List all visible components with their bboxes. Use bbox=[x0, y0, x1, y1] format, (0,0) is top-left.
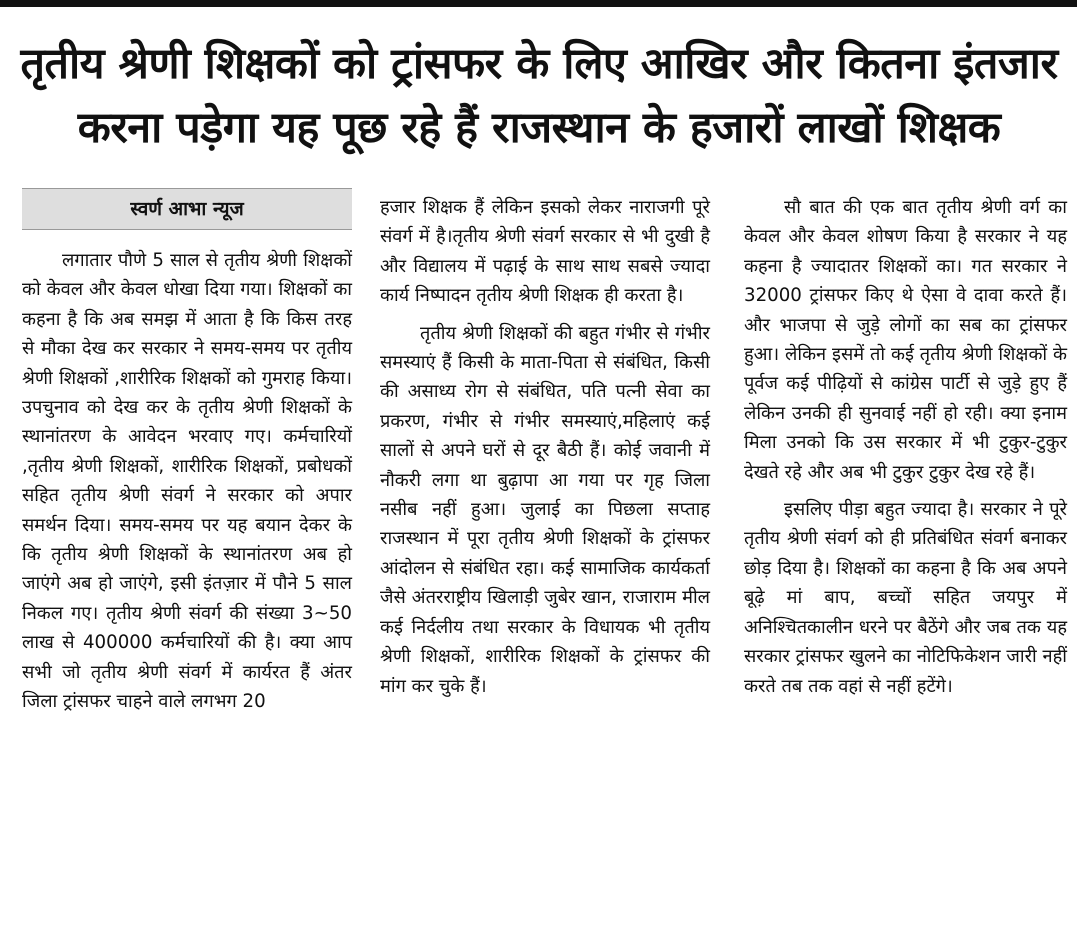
top-rule bbox=[0, 0, 1077, 7]
headline-line-1: तृतीय श्रेणी शिक्षकों को ट्रांसफर के लिए आखिर और कितना इंतजार bbox=[20, 39, 1058, 89]
column-2-paragraph-2: तृतीय श्रेणी शिक्षकों की बहुत गंभीर से गंभीर समस्याएं हैं किसी के माता-पिता से संबंधित, किसी की असाध्य रोग से संबंधित, पति पत्नी सेवा का प्रकरण, गंभीर से गंभीर समस्याएं,महिलाएं कई सालों से अपने घरों से दूर बैठी हैं। कोई जवानी में नौकरी लगा था बुढ़ापा आ गया पर गृह जिला नसीब नहीं हुआ। जुलाई का पिछला सप्ताह राजस्थान में पूरा तृतीय श्रेणी शिक्षकों के ट्रांसफर आंदोलन से संबंधित रहा। कई सामाजिक कार्यकर्ता जैसे अंतरराष्ट्रीय खिलाड़ी जुबेर खान, राजाराम मील कई निर्दलीय तथा सरकार के विधायक भी तृतीय श्रेणी शिक्षकों, शारीरिक शिक्षकों के ट्रांसफर की मांग कर चुके हैं। bbox=[380, 322, 710, 697]
column-2 bbox=[380, 193, 710, 701]
byline: स्वर्ण आभा न्यूज bbox=[22, 188, 352, 230]
column-3-paragraph-1: सौ बात की एक बात तृतीय श्रेणी वर्ग का केवल और केवल शोषण किया है सरकार ने यह कहना है ज्यादातर शिक्षकों का। गत सरकार ने 32000 ट्रांसफर किए थे ऐसा वे दावा करते हैं। और भाजपा से जुड़े लोगों का सब का ट्रांसफर हुआ। लेकिन इसमें तो कई तृतीय श्रेणी शिक्षकों के पूर्वज कई पीढ़ियों से कांग्रेस पार्टी से जुड़े हुए हैं लेकिन उनकी ही सुनवाई नहीं हो रही। क्या इनाम मिला उनको कि उस सरकार में भी टुकुर-टुकुर देखते रहे और अब भी टुकुर टुकुर देख रहे हैं। bbox=[744, 197, 1067, 483]
column-1-paragraph-1: लगातार पौणे 5 साल से तृतीय श्रेणी शिक्षकों को केवल और केवल धोखा दिया गया। शिक्षकों का कहना है कि अब समझ में आता है कि किस तरह से मौका देख कर सरकार ने समय-समय पर तृतीय श्रेणी शिक्षकों ,शारीरिक शिक्षकों को गुमराह किया। उपचुनाव को देख कर के तृतीय श्रेणी शिक्षकों के स्थानांतरण के आवेदन भरवाए गए। कर्मचारियों ,तृतीय श्रेणी शिक्षकों, शारीरिक शिक्षकों, प्रबोधकों सहित तृतीय श्रेणी संवर्ग ने सरकार को अपार समर्थन दिया। समय-समय पर यह बयान देकर के कि तृतीय श्रेणी शिक्षकों के स्थानांतरण अब हो जाएंगे अब हो जाएंगे, इसी इंतज़ार में पौने 5 साल निकल गए। तृतीय श्रेणी संवर्ग की संख्या 3~50 लाख से 400000 कर्मचारियों की है। क्या आप सभी जो तृतीय श्रेणी संवर्ग में कार्यरत हैं अंतर जिला ट्रांसफर चाहने वाले लगभग 20 bbox=[22, 250, 352, 713]
column-1 bbox=[22, 188, 352, 717]
column-3-paragraph-2: इसलिए पीड़ा बहुत ज्यादा है। सरकार ने पूरे तृतीय श्रेणी संवर्ग को ही प्रतिबंधित संवर्ग बनाकर छोड़ दिया है। शिक्षकों का कहना है कि अब अपने बूढ़े मां बाप, बच्चों सहित जयपुर में अनिश्चितकालीन धरने पर बैठेंगे और जब तक यह सरकार ट्रांसफर खुलने का नोटिफिकेशन जारी नहीं करते तब तक वहां से नहीं हटेंगे। bbox=[744, 499, 1067, 697]
column-2-paragraph-1: हजार शिक्षक हैं लेकिन इसको लेकर नाराजगी पूरे संवर्ग में है।तृतीय श्रेणी संवर्ग सरकार से भी दुखी है और विद्यालय में पढ़ाई के साथ साथ सबसे ज्यादा कार्य निष्पादन तृतीय श्रेणी शिक्षक ही करता है। bbox=[380, 197, 710, 307]
headline bbox=[14, 32, 1064, 160]
headline-line-2: करना पड़ेगा यह पूछ रहे हैं राजस्थान के हजारों लाखों शिक्षक bbox=[77, 103, 1001, 153]
column-3 bbox=[744, 193, 1067, 701]
